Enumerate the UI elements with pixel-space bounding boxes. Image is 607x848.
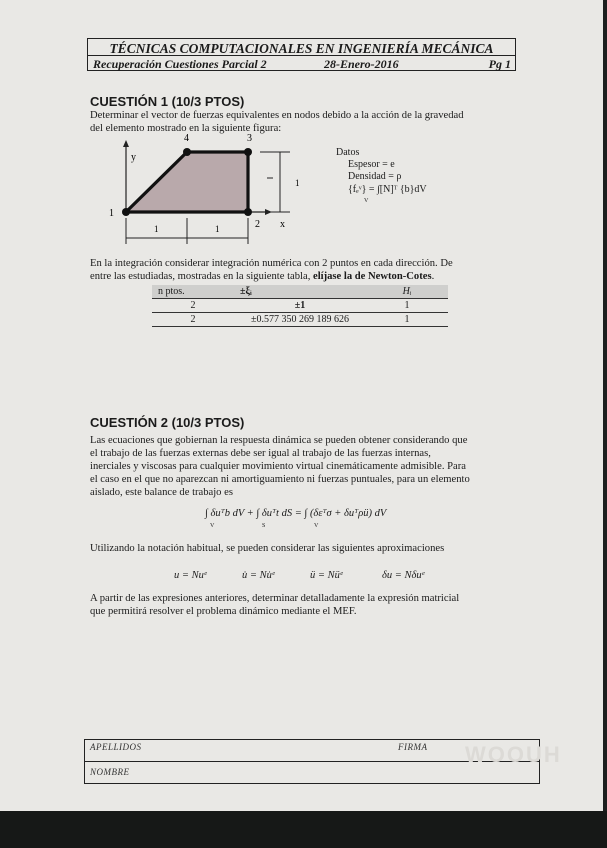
q2-line-4: el caso en el que no aparezcan ni amortiguamiento ni fuerzas puntuales, para un elemento — [90, 474, 470, 485]
question-2-task — [90, 592, 514, 618]
datos-formula: {fₑᵛ} = ∫[N]ᵀ {b}dV — [348, 184, 427, 195]
eq-sub-v1: V — [210, 523, 215, 529]
question-1-title: CUESTIÓN 1 (10/3 PTOS) — [90, 94, 245, 109]
exam-date: 28-Enero-2016 — [324, 57, 399, 71]
datos-formula-sub: V — [364, 198, 369, 204]
table-row — [152, 313, 448, 327]
integration-text — [90, 257, 514, 283]
node-1-label: 1 — [109, 208, 114, 219]
node-1 — [122, 208, 130, 216]
approx-uddot: ü = Nüᵉ — [310, 570, 343, 581]
nombre-label: NOMBRE — [90, 767, 130, 777]
intro-line-1: Determinar el vector de fuerzas equivalentes en nodos debido a la acción de la gravedad — [90, 110, 464, 121]
node-2-label: 2 — [255, 219, 260, 230]
x-axis-label: x — [280, 219, 285, 230]
header-divider — [88, 55, 515, 56]
task-line-1: A partir de las expresiones anteriores, determinar detalladamente la expresión matricial — [90, 593, 460, 604]
table-header-row — [152, 285, 448, 299]
table-cell: 1 — [404, 314, 410, 325]
task-line-2: que permitirá resolver el problema dinámico mediante el MEF. — [90, 606, 357, 617]
integration-line-1: En la integración considerar integración numérica con 2 puntos en cada dirección. De — [90, 258, 453, 269]
q2-line-5: aislado, este balance de trabajo es — [90, 487, 233, 498]
table-cell: 2 — [190, 314, 196, 325]
node-2 — [244, 208, 252, 216]
approx-u: u = Nuᵉ — [174, 570, 207, 581]
watermark: WOOUH — [465, 742, 562, 767]
element-figure — [100, 130, 305, 248]
table-header-xi: ±ξᵢ — [234, 285, 366, 299]
q2-line-3: inerciales y viscosas para cualquier movimiento virtual cinemáticamente admisible. Para — [90, 461, 466, 472]
approx-deltau: δu = Nδuᵉ — [382, 570, 425, 581]
datos-espesor: Espesor = e — [348, 159, 395, 170]
apellidos-label: APELLIDOS — [90, 742, 142, 752]
node-3-label: 3 — [247, 133, 252, 144]
exam-subtitle: Recuperación Cuestiones Parcial 2 — [93, 57, 267, 71]
work-balance-equation: ∫ δuᵀb dV + ∫ δuᵀt dS = ∫ (δεᵀσ + δuᵀρü) dV — [205, 508, 387, 519]
node-3 — [244, 148, 252, 156]
q2-line-2: el trabajo de las fuerzas externas debe ser igual al trabajo de las fuerzas internas, — [90, 448, 431, 459]
table-cell: ±0.577 350 269 189 626 — [251, 314, 349, 325]
y-axis-label: y — [131, 152, 136, 163]
intro-line-2: del elemento mostrado en la siguiente figura: — [90, 123, 282, 134]
node-4-label: 4 — [184, 133, 189, 144]
course-title: TÉCNICAS COMPUTACIONALES EN INGENIERÍA MECÁNICA — [109, 41, 494, 56]
dim-label-3: 1 — [295, 178, 300, 188]
dim-label-2: 1 — [215, 224, 220, 234]
eq-sub-v2: V — [314, 523, 319, 529]
quadrature-table — [152, 285, 448, 327]
table-cell: 2 — [190, 300, 196, 311]
page-number: Pg 1 — [488, 57, 511, 71]
integration-emphasis: elíjase la de Newton-Cotes — [313, 271, 432, 282]
y-axis-arrow — [123, 140, 129, 147]
approx-udot: u̇ = Nu̇ᵉ — [242, 570, 275, 581]
integration-line-2c: . — [431, 271, 435, 282]
q2-line-1: Las ecuaciones que gobiernan la respuesta dinámica se pueden obtener considerando que — [90, 435, 468, 446]
integration-line-2a: entre las estudiadas, mostradas en la siguiente tabla, — [90, 271, 313, 282]
datos-densidad: Densidad = ρ — [348, 171, 402, 182]
table-cell: ±1 — [294, 300, 306, 311]
question-2-title: CUESTIÓN 2 (10/3 PTOS) — [90, 415, 245, 430]
quad-element — [126, 152, 248, 212]
integration-line-2 — [90, 270, 514, 283]
approx-intro: Utilizando la notación habitual, se pueden considerar las siguientes aproximaciones — [90, 543, 445, 554]
desk-background — [0, 811, 607, 848]
dim-label-1: 1 — [154, 224, 159, 234]
question-2-paragraph — [90, 434, 514, 499]
header-box — [87, 38, 516, 71]
node-4 — [183, 148, 191, 156]
table-header-h: Hᵢ — [366, 285, 448, 299]
table-header-npts: n ptos. — [152, 285, 234, 299]
table-row — [152, 299, 448, 313]
firma-label: FIRMA — [398, 742, 428, 752]
table-cell: 1 — [404, 300, 410, 311]
datos-title: Datos — [336, 147, 360, 158]
eq-sub-s: S — [262, 523, 266, 529]
